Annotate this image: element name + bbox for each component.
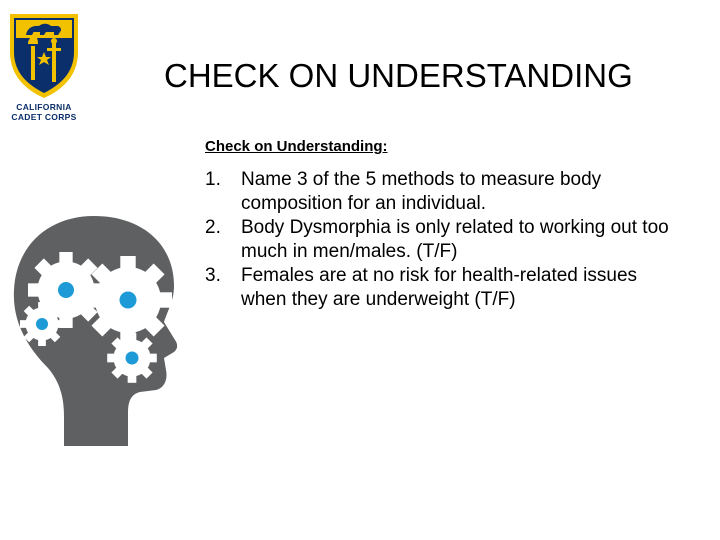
logo-text-california: CALIFORNIA: [16, 102, 72, 112]
head-with-gears-icon: [8, 212, 184, 448]
page-title: CHECK ON UNDERSTANDING: [164, 57, 633, 94]
logo-text-cadet-corps: CADET CORPS: [11, 112, 77, 122]
head-illustration: [8, 212, 184, 448]
subheading: Check on Understanding:: [205, 138, 388, 155]
question-list: [205, 168, 675, 312]
list-item: [205, 216, 675, 264]
list-item-number: 1.: [205, 169, 221, 190]
list-item: [205, 264, 675, 312]
list-item-number: 3.: [205, 265, 221, 286]
logo: [6, 8, 82, 124]
list-item-text: Body Dysmorphia is only related to working out too much in men/males. (T/F): [241, 217, 669, 262]
list-item-text: Name 3 of the 5 methods to measure body composition for an individual.: [241, 169, 602, 214]
california-cadet-corps-shield-icon: [6, 8, 82, 100]
list-item-text: Females are at no risk for health-related issues when they are underweight (T/F): [241, 265, 638, 310]
list-item-number: 2.: [205, 217, 221, 238]
list-item: [205, 168, 675, 216]
